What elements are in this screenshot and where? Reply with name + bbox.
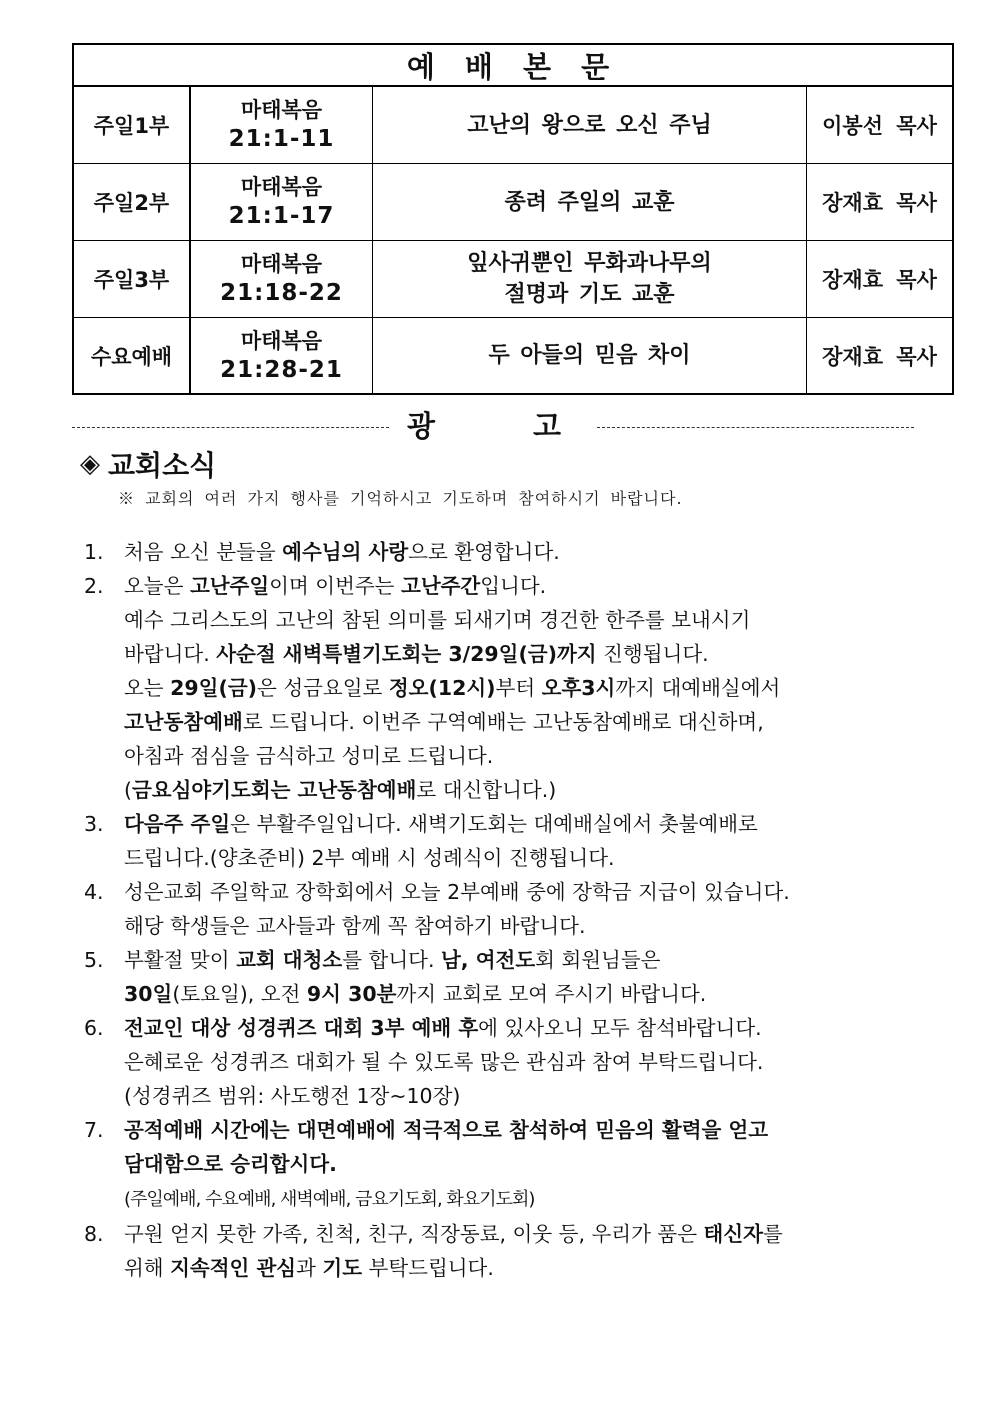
item-text-segment: 로 드립니다. 이번주 구역예배는 고난동참예배로 대신하며, xyxy=(242,710,764,734)
item-line xyxy=(124,1181,874,1217)
item-line xyxy=(124,807,874,841)
item-text-segment: 입니다. xyxy=(480,574,547,598)
scripture-reference: 21:1-17 xyxy=(228,203,335,229)
item-line xyxy=(124,943,874,977)
emphasis-text: 예수님의 사랑 xyxy=(282,540,409,564)
scripture-reference: 21:28-21 xyxy=(220,356,343,383)
preacher: 이봉선 목사 xyxy=(822,114,937,138)
announcement-item xyxy=(84,807,874,875)
item-text-segment: 구원 얻지 못한 가족, 친척, 친구, 직장동료, 이웃 등, 우리가 품은 xyxy=(124,1222,704,1246)
sermon-title xyxy=(373,318,807,393)
item-line xyxy=(124,875,874,909)
item-line xyxy=(124,909,874,943)
sermon-title-line: 고난의 왕으로 오신 주님 xyxy=(467,112,712,138)
item-number: 1. xyxy=(84,540,104,564)
item-line xyxy=(124,603,874,637)
item-line xyxy=(124,739,874,773)
sermon-title xyxy=(373,241,807,317)
item-text xyxy=(124,535,874,569)
item-line xyxy=(124,1079,874,1113)
announcements-title: 광 고 xyxy=(406,408,606,443)
item-text-segment: 으로 환영합니다. xyxy=(408,540,560,564)
sermon-title xyxy=(373,164,807,240)
worship-row xyxy=(74,164,952,241)
item-text-segment: 회 회원님들은 xyxy=(535,948,661,972)
sermon-title-line: 종려 주일의 교훈 xyxy=(504,189,675,215)
service-name: 주일2부 xyxy=(74,164,191,240)
item-text-segment: (토요일), 오전 xyxy=(172,982,307,1006)
item-text xyxy=(124,1011,874,1113)
item-text-segment: 은 성금요일로 xyxy=(257,676,389,700)
scripture xyxy=(191,87,373,163)
emphasis-text: 전교인 대상 성경퀴즈 대회 3부 예배 후 xyxy=(124,1016,479,1040)
sermon-title-line: 두 아들의 믿음 차이 xyxy=(488,343,691,368)
item-text-segment: 오늘은 xyxy=(124,574,190,598)
item-text-segment: 부활절 맞이 xyxy=(124,948,237,972)
service-name: 주일3부 xyxy=(74,241,191,317)
emphasis-text: 공적예배 시간에는 대면예배에 적극적으로 참석하여 믿음의 활력을 얻고 xyxy=(124,1118,769,1142)
dashed-divider-right xyxy=(597,427,914,428)
scripture xyxy=(191,164,373,240)
scripture-book: 마태복음 xyxy=(240,252,323,276)
item-line xyxy=(124,637,874,671)
worship-row xyxy=(74,87,952,164)
item-text xyxy=(124,875,874,943)
item-line xyxy=(124,773,874,807)
item-number: 3. xyxy=(84,812,104,836)
item-text-segment: 바랍니다. xyxy=(124,642,217,666)
item-line xyxy=(124,1113,874,1147)
item-text xyxy=(124,943,874,1011)
emphasis-text: 고난주간 xyxy=(401,574,481,598)
announcement-item xyxy=(84,943,874,1011)
item-text-segment: 를 xyxy=(762,1222,783,1246)
item-text-segment: (성경퀴즈 범위: 사도행전 1장~10장) xyxy=(124,1084,461,1108)
preacher: 장재효 목사 xyxy=(822,344,937,369)
item-line xyxy=(124,1045,874,1079)
item-text-segment: 부터 xyxy=(495,676,542,700)
item-text-segment: 드립니다.(양초준비) 2부 예배 시 성례식이 진행됩니다. xyxy=(124,846,615,870)
sermon-title-line: 잎사귀뿐인 무화과나무의 xyxy=(467,251,712,276)
item-text xyxy=(124,1217,874,1285)
preacher: 장재효 목사 xyxy=(822,268,937,292)
announcement-item xyxy=(84,569,874,807)
scripture xyxy=(191,318,373,393)
worship-row xyxy=(74,318,952,393)
sermon-title-line: 절명과 기도 교훈 xyxy=(504,282,675,307)
item-line xyxy=(124,1147,874,1181)
announcement-item xyxy=(84,1217,874,1285)
emphasis-text: 남, 여전도 xyxy=(440,948,536,972)
item-text-segment: 은 부활주일입니다. 새벽기도회는 대예배실에서 촛불예배로 xyxy=(230,812,758,836)
church-news-note: ※ 교회의 여러 가지 행사를 기억하시고 기도하며 참여하시기 바랍니다. xyxy=(118,489,683,508)
item-text-segment: 부탁드립니다. xyxy=(362,1256,494,1280)
emphasis-text: 다음주 주일 xyxy=(124,812,231,836)
scripture xyxy=(191,241,373,317)
item-number: 2. xyxy=(84,574,104,598)
item-text-segment: 를 합니다. xyxy=(342,948,441,972)
church-news-heading xyxy=(80,444,216,484)
emphasis-text: 29일(금) xyxy=(170,676,257,700)
emphasis-text: 9시 30분 xyxy=(306,982,397,1006)
scripture-reference: 21:18-22 xyxy=(220,280,343,306)
emphasis-text: 담대함으로 승리합시다. xyxy=(124,1152,337,1176)
item-text-segment: 오는 xyxy=(124,676,171,700)
emphasis-text: 태신자 xyxy=(703,1222,763,1246)
item-line xyxy=(124,535,874,569)
announcement-list xyxy=(84,535,874,1285)
church-news-title: 교회소식 xyxy=(108,449,217,482)
sermon-title xyxy=(373,87,807,163)
emphasis-text: 정오(12시) xyxy=(388,676,496,700)
emphasis-text: 오후3시 xyxy=(541,676,616,700)
item-number: 4. xyxy=(84,880,104,904)
item-line xyxy=(124,569,874,603)
item-text-segment: 로 대신합니다.) xyxy=(416,778,557,802)
item-number: 5. xyxy=(84,948,104,972)
emphasis-text: 지속적인 관심 xyxy=(170,1256,297,1280)
service-name: 주일1부 xyxy=(74,87,191,163)
item-text-segment: 과 xyxy=(296,1256,323,1280)
preacher: 장재효 목사 xyxy=(822,191,937,215)
emphasis-text: 교회 대청소 xyxy=(236,948,343,972)
item-text-segment: ( xyxy=(124,778,132,802)
item-line xyxy=(124,1251,874,1285)
item-number: 8. xyxy=(84,1222,104,1246)
emphasis-text: 기도 xyxy=(322,1256,363,1280)
item-text-segment: 까지 대예배실에서 xyxy=(615,676,781,700)
item-text-segment: 은혜로운 성경퀴즈 대회가 될 수 있도록 많은 관심과 참여 부탁드립니다. xyxy=(124,1050,764,1074)
item-line xyxy=(124,671,874,705)
item-number: 7. xyxy=(84,1118,104,1142)
announcements-header xyxy=(72,404,914,444)
announcement-item xyxy=(84,1011,874,1113)
item-text-segment: 해당 학생들은 교사들과 함께 꼭 참여하기 바랍니다. xyxy=(124,914,586,938)
item-text-segment: 에 있사오니 모두 참석바랍니다. xyxy=(478,1016,762,1040)
item-text-segment: 아침과 점심을 금식하고 성미로 드립니다. xyxy=(124,744,494,768)
item-text-segment: 처음 오신 분들을 xyxy=(124,540,283,564)
item-text xyxy=(124,569,874,807)
worship-rows xyxy=(74,87,952,393)
item-line xyxy=(124,977,874,1011)
item-text-segment: 위해 xyxy=(124,1256,171,1280)
emphasis-text: 금요심야기도회는 고난동참예배 xyxy=(132,778,417,802)
scripture-book: 마태복음 xyxy=(240,98,323,122)
worship-table-title: 예 배 본 문 xyxy=(74,45,952,87)
diamond-icon: ◈ xyxy=(80,449,100,479)
worship-row xyxy=(74,241,952,318)
item-line xyxy=(124,841,874,875)
emphasis-text: 고난주일 xyxy=(189,574,270,598)
item-line xyxy=(124,1217,874,1251)
item-line xyxy=(124,705,874,739)
announcement-item xyxy=(84,535,874,569)
item-text-segment: 이며 이번주는 xyxy=(269,574,402,598)
item-number: 6. xyxy=(84,1016,104,1040)
item-text-segment: 예수 그리스도의 고난의 참된 의미를 되새기며 경건한 한주를 보내시기 xyxy=(124,608,751,632)
item-line xyxy=(124,1011,874,1045)
announcement-item xyxy=(84,875,874,943)
scripture-reference: 21:1-11 xyxy=(228,126,335,152)
emphasis-text: 사순절 새벽특별기도회는 3/29일(금)까지 xyxy=(216,642,597,666)
emphasis-text: 고난동참예배 xyxy=(124,710,243,734)
item-text-segment: 진행됩니다. xyxy=(596,642,709,666)
service-name: 수요예배 xyxy=(74,318,191,393)
item-text-segment: (주일예배, 수요예배, 새벽예배, 금요기도회, 화요기도회) xyxy=(124,1189,535,1210)
item-text xyxy=(124,1113,874,1217)
worship-table xyxy=(72,43,954,395)
scripture-book: 마태복음 xyxy=(240,328,323,353)
emphasis-text: 30일 xyxy=(124,982,173,1006)
item-text-segment: 성은교회 주일학교 장학회에서 오늘 2부예배 중에 장학금 지급이 있습니다. xyxy=(124,880,790,904)
scripture-book: 마태복음 xyxy=(240,175,323,199)
item-text-segment: 까지 교회로 모여 주시기 바랍니다. xyxy=(396,982,707,1006)
item-text xyxy=(124,807,874,875)
announcement-item xyxy=(84,1113,874,1217)
dashed-divider-left xyxy=(72,427,389,428)
